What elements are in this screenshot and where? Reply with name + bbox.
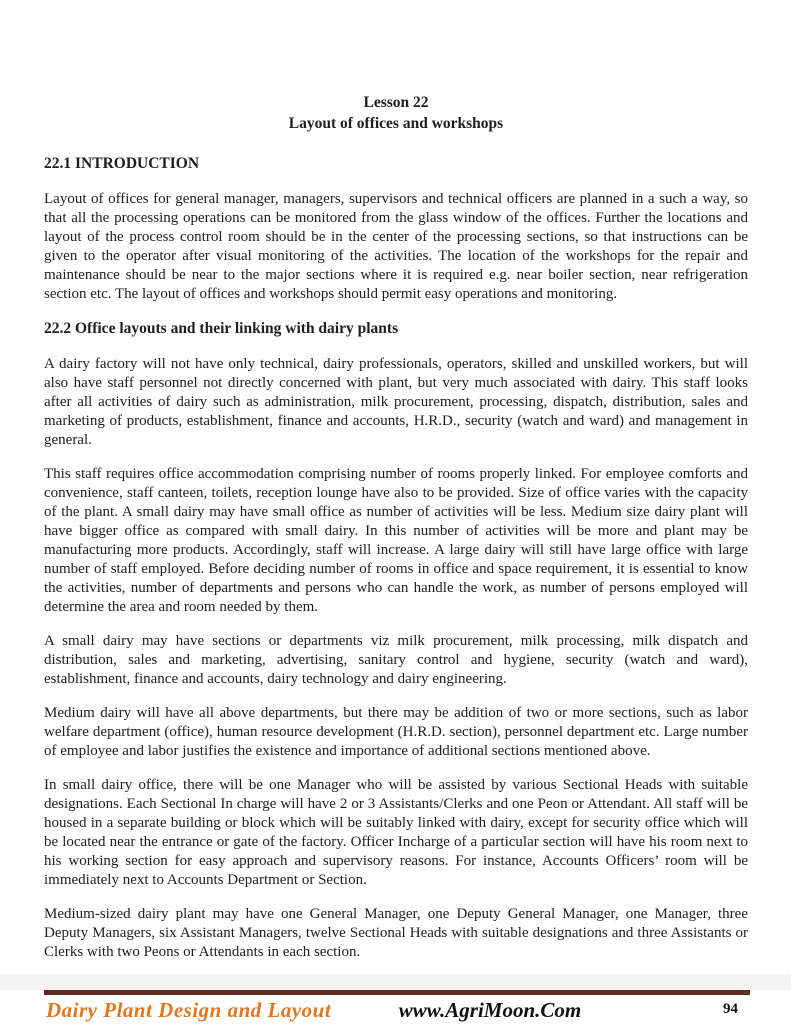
footer-rule: [44, 990, 750, 995]
footer-website: www.AgriMoon.Com: [398, 998, 582, 1022]
section-heading-introduction: 22.1 INTRODUCTION: [44, 155, 200, 172]
paragraph: In small dairy office, there will be one Manager who will be assisted by various Sectional Heads with suitable designations. Each Sectional In charge will have 2 or 3 Assistants/Clerks and one Peon or Attendant. All staff will be housed in a separate building or block which will be suitably linked with dairy, except for security office which will be located near the entrance or gate of the factory. Officer Incharge of a particular section will have his room next to his working section for easy approach and supervisory reasons. For instance, Accounts Officers’ room will be immediately next to Accounts Department or Section.: [44, 777, 748, 888]
paragraph: Medium dairy will have all above departments, but there may be addition of two or more sections, such as labor welfare department (office), human resource development (H.R.D. section), personnel department etc. Large number of employee and labor justifies the existence and importance of additional sections mentioned above.: [44, 705, 748, 759]
footer-shadow-band: [0, 974, 791, 990]
paragraph: This staff requires office accommodation comprising number of rooms properly linked. For employee comforts and convenience, staff canteen, toilets, reception lounge have also to be provided. Size of office varies with the capacity of the plant. A small dairy may have small office as number of activities will be less. Medium size dairy plant will have bigger office as compared with small dairy. In this number of activities will be more and plant may be manufacturing more products. Accordingly, staff will increase. A large dairy will still have large office with large number of staff employed. Before deciding number of rooms in office and space requirement, it is essential to know the activities, number of departments and persons who can handle the work, as number of persons employed will determine the area and room needed by them.: [44, 466, 748, 615]
paragraph: A dairy factory will not have only technical, dairy professionals, operators, skilled and unskilled workers, but will also have staff personnel not directly concerned with plant, but very much associated with dairy. This staff looks after all activities of dairy such as administration, milk procurement, processing, dispatch, distribution, sales and marketing of products, establishment, finance and accounts, H.R.D., security (watch and ward) and management in general.: [44, 356, 748, 448]
lesson-number: Lesson 22: [363, 94, 429, 111]
paragraph: Layout of offices for general manager, managers, supervisors and technical officers are planned in a such a way, so that all the processing operations can be monitored from the glass window of the offices. Further the locations and layout of the process control room should be in the center of the processing sections, so that instructions can be given to the operator after visual monitoring of the activities. The location of the workshops for the repair and maintenance should be near to the major sections where it is required e.g. near boiler section, near refrigeration section etc. The layout of offices and workshops should permit easy operations and monitoring.: [44, 191, 748, 302]
paragraph: Medium-sized dairy plant may have one General Manager, one Deputy General Manager, one Manager, three Deputy Managers, six Assistant Managers, twelve Sectional Heads with suitable designations and three Assistants or Clerks with two Peons or Attendants in each section.: [44, 906, 748, 960]
paragraph: A small dairy may have sections or departments viz milk procurement, milk processing, milk dispatch and distribution, sales and marketing, advertising, sanitary control and hygiene, security (watch and ward), establishment, finance and accounts, dairy technology and dairy engineering.: [44, 633, 748, 687]
footer-row: [44, 997, 750, 1027]
section-22-1: [44, 154, 748, 304]
section-heading-office-layouts: 22.2 Office layouts and their linking with dairy plants: [44, 320, 399, 337]
page-footer: [44, 990, 750, 1027]
footer-page-number: 94: [723, 1001, 738, 1017]
lesson-title: Layout of offices and workshops: [288, 115, 504, 132]
footer-book-title: Dairy Plant Design and Layout: [46, 998, 332, 1022]
section-22-2: [44, 319, 748, 962]
lesson-title-block: [44, 92, 748, 134]
